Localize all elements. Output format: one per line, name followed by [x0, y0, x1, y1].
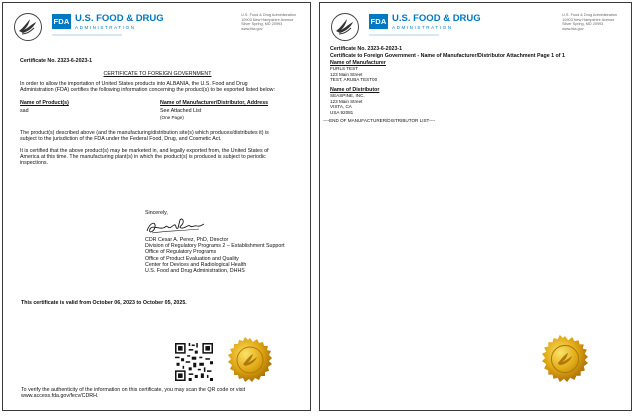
paragraph-line: inspections.	[20, 160, 48, 167]
distributor-line: 123 Main Street	[330, 98, 363, 104]
manufacturer-label: Name of Manufacturer	[330, 60, 386, 66]
verification-line: To verify the authenticity of the information on this certificate, you may scan the QR code or visit	[21, 387, 246, 393]
manufacturer-line: TEST, ARUBA TEST00	[330, 77, 378, 83]
manufacturer-address	[330, 66, 377, 83]
paragraph-line: subject to the jurisdiction of the FDA under the Federal Food, Drug, and Cosmetic Act.	[20, 136, 222, 143]
signer-line: CDR Cesar A. Perez, PhD, Director	[145, 237, 229, 243]
agency-subtitle: ADMINISTRATION	[392, 25, 453, 30]
manufacturer-line: 123 Main Street	[330, 71, 363, 77]
address-line: www.fda.gov	[241, 26, 263, 31]
signer-line: Center for Devices and Radiological Health	[145, 261, 247, 268]
certificate-page-2	[319, 2, 632, 411]
distributor-address	[330, 93, 365, 115]
closing-salutation: Sincerely,	[145, 210, 168, 216]
products-column-header: Name of Product(s)	[20, 100, 69, 106]
gold-seal-icon	[541, 335, 589, 383]
jurisdiction-paragraph	[20, 130, 269, 142]
address-line: U.S. Food & Drug Administration	[241, 13, 296, 17]
agency-address	[241, 13, 296, 31]
attachment-title: Certificate to Foreign Government - Name of Manufacturer/Distributor Attachment Page 1 of 1	[330, 53, 565, 59]
end-of-list-marker: ----END OF MANUFACTURER/DISTRIBUTOR LIST----	[323, 118, 436, 123]
gold-seal-icon	[227, 337, 273, 383]
address-line: U.S. Food & Drug Administration	[562, 13, 617, 17]
paragraph-line: America at this time. The manufacturing plant(s) in which the product(s) is produced is subject to periodic	[20, 154, 266, 161]
certification-paragraph	[20, 148, 269, 167]
hhs-eagle-logo-icon	[330, 12, 360, 42]
header-underline	[52, 34, 122, 36]
address-line: 10903 New Hampshire Avenue	[562, 17, 615, 22]
manufacturer-value: See Attached List	[160, 108, 202, 114]
distributor-line: USA 92081	[330, 109, 354, 115]
signer-line: U.S. Food and Drug Administration, DHHS	[145, 268, 245, 275]
address-line: 10903 New Hampshire Avenue	[241, 17, 294, 22]
address-line: www.fda.gov	[562, 26, 584, 31]
verification-note	[21, 387, 245, 399]
verification-url[interactable]: www.access.fda.gov/fecv/CDRH.	[21, 393, 99, 400]
address-line: Silver Spring, MD 20993	[562, 22, 604, 27]
distributor-line: VISTA, CA	[330, 104, 352, 110]
signer-block	[145, 237, 285, 274]
intro-paragraph	[20, 81, 275, 93]
manufacturer-note: (One Page)	[160, 115, 184, 120]
intro-line: Administration (FDA) certifies the following information concerning the product(s) to be exported listed below:	[20, 87, 275, 94]
manufacturer-column-header: Name of Manufacturer/Distributor, Address	[160, 100, 269, 106]
paragraph-line: It is certified that the above product(s) may be marketed in, and legally exported from, the United States of	[20, 148, 269, 154]
qr-code	[175, 343, 213, 381]
distributor-label: Name of Distributor	[330, 87, 380, 93]
header-underline	[369, 34, 439, 36]
signer-line: Office of Product Evaluation and Quality	[145, 255, 239, 262]
agency-address	[562, 13, 617, 31]
certificate-number: Certificate No. 2323-6-2023-1	[330, 46, 403, 52]
paragraph-line: The product(s) described above (and the manufacturing/distribution site(s) which produces/distributes it) is	[20, 130, 269, 136]
certificate-number: Certificate No. 2323-6-2023-1	[20, 58, 93, 64]
address-line: Silver Spring, MD 20993	[241, 22, 283, 27]
validity-statement: This certificate is valid from October 06, 2023 to October 05, 2025.	[21, 300, 187, 306]
intro-line: In order to allow the importation of United States products into ALBANIA, the U.S. Food and Drug	[20, 81, 248, 87]
agency-subtitle: ADMINISTRATION	[75, 25, 136, 30]
manufacturer-line: FURLS TEST	[330, 66, 358, 71]
signer-line: Office of Regulatory Programs	[145, 249, 217, 256]
distributor-line: SEASPINE, INC.	[330, 93, 365, 98]
agency-name: U.S. FOOD & DRUG	[392, 13, 481, 24]
fda-badge: FDA	[52, 14, 71, 29]
handwritten-signature	[144, 216, 206, 238]
agency-name: U.S. FOOD & DRUG	[75, 13, 164, 24]
certificate-page-1	[2, 2, 311, 411]
fda-badge: FDA	[369, 14, 388, 29]
product-name: sad	[20, 108, 29, 114]
hhs-eagle-logo-icon	[13, 12, 43, 42]
certificate-title: CERTIFICATE TO FOREIGN GOVERNMENT	[103, 71, 212, 77]
signer-line: Division of Regulatory Programs 2 – Establishment Support	[145, 243, 285, 250]
